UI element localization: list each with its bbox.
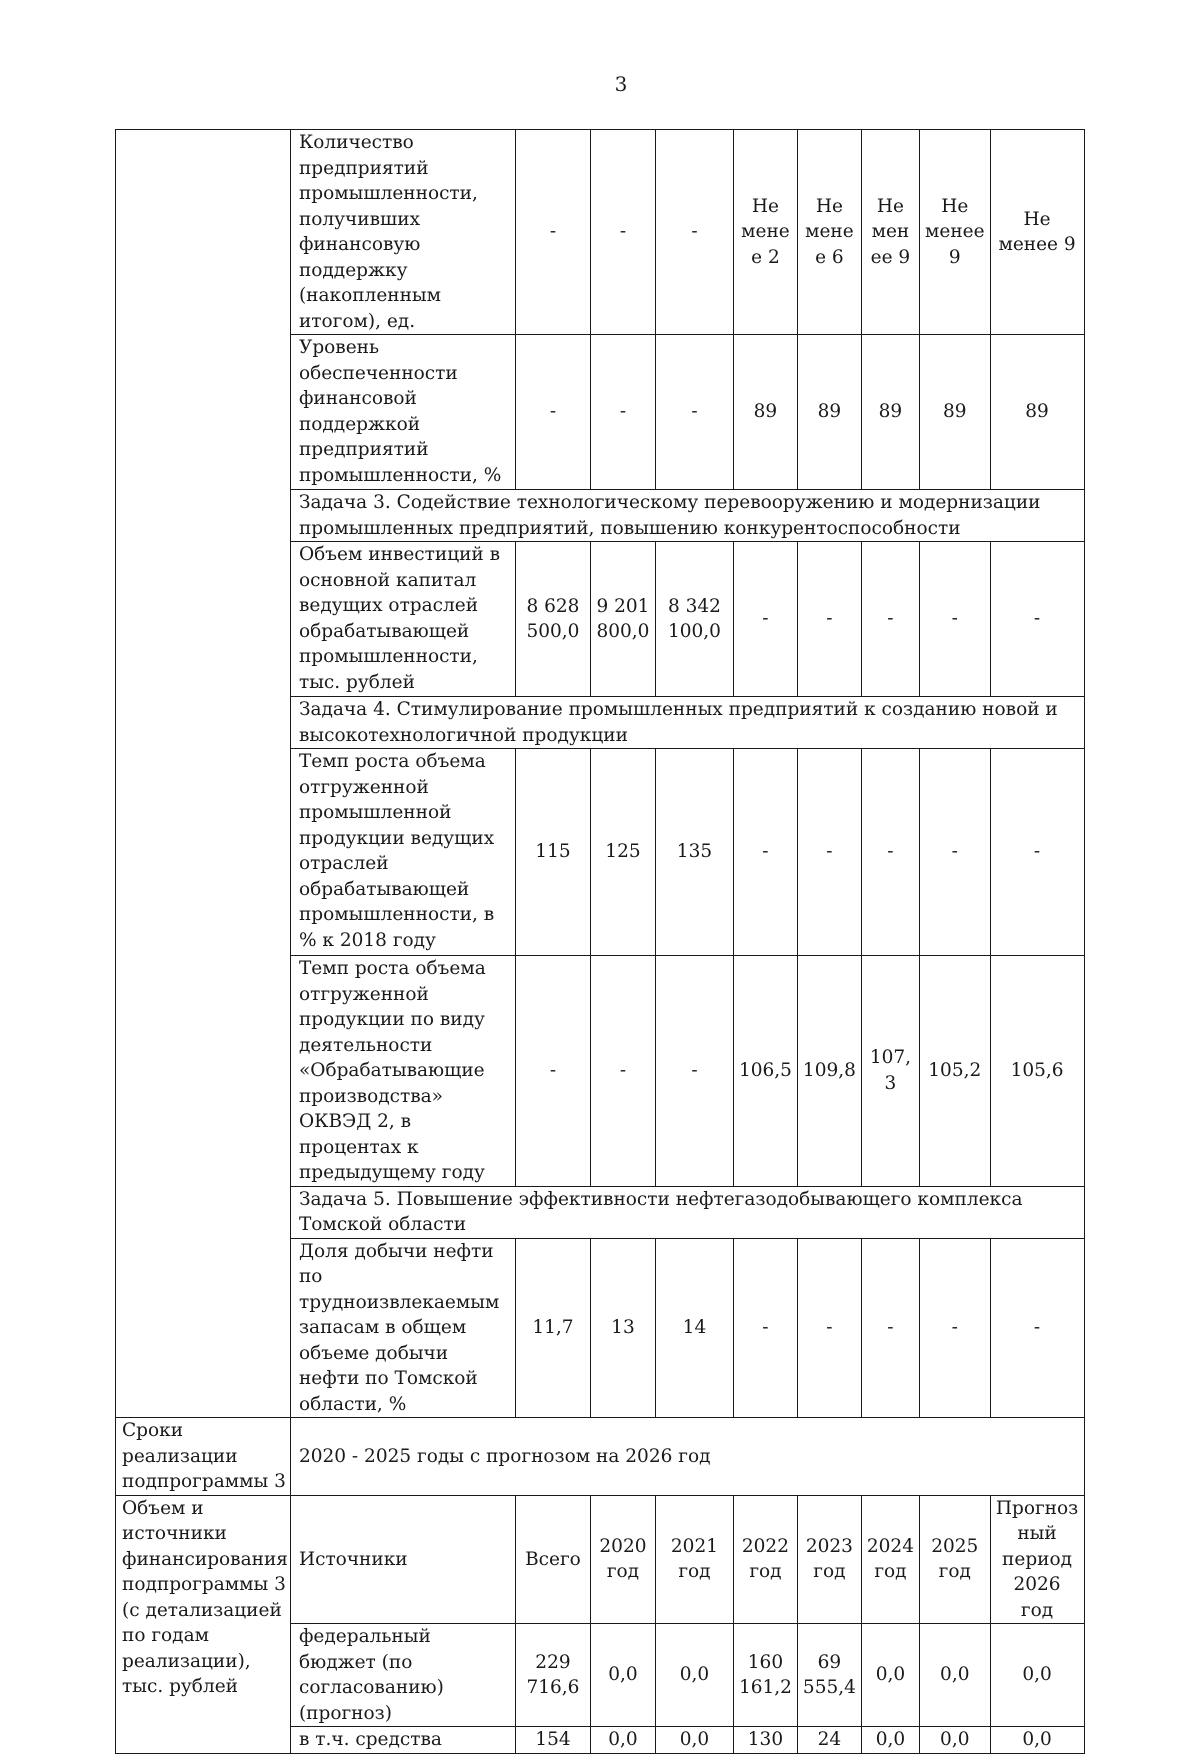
left-column-blank xyxy=(116,130,291,1418)
value-cell: - xyxy=(590,335,655,490)
value-cell: 89 xyxy=(733,335,797,490)
value-cell: - xyxy=(861,542,919,697)
value-cell: 160 161,2 xyxy=(733,1624,797,1727)
value-cell: 0,0 xyxy=(590,1727,655,1754)
value-cell: 135 xyxy=(655,749,733,956)
value-cell: 89 xyxy=(861,335,919,490)
value-cell: - xyxy=(655,130,733,335)
value-cell: - xyxy=(590,130,655,335)
value-cell: Не мен ее 9 xyxy=(861,130,919,335)
value-cell: - xyxy=(919,1238,990,1418)
indicator-label: Темп роста объема отгруженной продукции по виду деятельности «Обрабатывающие производства» ОКВЭД 2, в процентах к предыдущему году xyxy=(290,956,515,1187)
value-cell: Не менее 9 xyxy=(990,130,1084,335)
value-cell: 89 xyxy=(990,335,1084,490)
indicator-label: Доля добычи нефти по трудноизвлекаемым запасам в общем объеме добычи нефти по Томской области, % xyxy=(290,1238,515,1418)
terms-label: Сроки реализации подпрограммы 3 xyxy=(116,1418,291,1496)
financing-header-cell: 2025 год xyxy=(919,1495,990,1624)
terms-row xyxy=(116,1418,1085,1496)
value-cell: 13 xyxy=(590,1238,655,1418)
value-cell: 109,8 xyxy=(797,956,861,1187)
value-cell: 9 201 800,0 xyxy=(590,542,655,697)
value-cell: 0,0 xyxy=(990,1727,1084,1754)
financing-source-label: федеральный бюджет (по согласованию) (прогноз) xyxy=(290,1624,515,1727)
value-cell: - xyxy=(919,542,990,697)
table-row xyxy=(116,130,1085,335)
indicator-label: Количество предприятий промышленности, получивших финансовую поддержку (накопленным итогом), ед. xyxy=(290,130,515,335)
value-cell: - xyxy=(655,335,733,490)
value-cell: - xyxy=(515,956,590,1187)
value-cell: 0,0 xyxy=(590,1624,655,1727)
value-cell: 154 xyxy=(515,1727,590,1754)
value-cell: 69 555,4 xyxy=(797,1624,861,1727)
financing-header-row xyxy=(116,1495,1085,1624)
financing-header-sources: Источники xyxy=(290,1495,515,1624)
value-cell: 89 xyxy=(919,335,990,490)
value-cell: 0,0 xyxy=(655,1624,733,1727)
value-cell: 8 342 100,0 xyxy=(655,542,733,697)
value-cell: 0,0 xyxy=(861,1727,919,1754)
value-cell: - xyxy=(919,749,990,956)
financing-header-cell: 2023 год xyxy=(797,1495,861,1624)
value-cell: - xyxy=(861,1238,919,1418)
value-cell: 0,0 xyxy=(919,1624,990,1727)
indicator-label: Уровень обеспеченности финансовой поддержкой предприятий промышленности, % xyxy=(290,335,515,490)
value-cell: - xyxy=(990,749,1084,956)
value-cell: - xyxy=(990,542,1084,697)
indicator-label: Объем инвестиций в основной капитал ведущих отраслей обрабатывающей промышленности, тыс. рублей xyxy=(290,542,515,697)
financing-source-label: в т.ч. средства xyxy=(290,1727,515,1754)
value-cell: 105,6 xyxy=(990,956,1084,1187)
value-cell: Не менее 9 xyxy=(919,130,990,335)
financing-header-cell: Всего xyxy=(515,1495,590,1624)
value-cell: 0,0 xyxy=(861,1624,919,1727)
subprogram-passport-table xyxy=(115,129,1085,1754)
value-cell: - xyxy=(733,1238,797,1418)
value-cell: - xyxy=(515,130,590,335)
financing-header-cell: 2022 год xyxy=(733,1495,797,1624)
value-cell: Не мене е 6 xyxy=(797,130,861,335)
financing-label: Объем и источники финансирования подпрограммы 3 (с детализацией по годам реализации), тыс. рублей xyxy=(116,1495,291,1754)
value-cell: - xyxy=(733,542,797,697)
page-number: 3 xyxy=(614,72,628,96)
financing-header-cell: 2021 год xyxy=(655,1495,733,1624)
indicator-label: Темп роста объема отгруженной промышленной продукции ведущих отраслей обрабатывающей промышленности, в % к 2018 году xyxy=(290,749,515,956)
value-cell: 11,7 xyxy=(515,1238,590,1418)
value-cell: 130 xyxy=(733,1727,797,1754)
value-cell: - xyxy=(797,542,861,697)
value-cell: 0,0 xyxy=(990,1624,1084,1727)
value-cell: 229 716,6 xyxy=(515,1624,590,1727)
value-cell: - xyxy=(797,1238,861,1418)
value-cell: - xyxy=(655,956,733,1187)
value-cell: 105,2 xyxy=(919,956,990,1187)
value-cell: 24 xyxy=(797,1727,861,1754)
value-cell: 0,0 xyxy=(655,1727,733,1754)
value-cell: 106,5 xyxy=(733,956,797,1187)
financing-header-cell: Прогноз ный период 2026 год xyxy=(990,1495,1084,1624)
value-cell: 14 xyxy=(655,1238,733,1418)
value-cell: 0,0 xyxy=(919,1727,990,1754)
value-cell: - xyxy=(733,749,797,956)
value-cell: 89 xyxy=(797,335,861,490)
value-cell: - xyxy=(861,749,919,956)
task-title: Задача 4. Стимулирование промышленных предприятий к созданию новой и высокотехнологичной продукции xyxy=(290,697,1084,749)
task-title: Задача 5. Повышение эффективности нефтегазодобывающего комплекса Томской области xyxy=(290,1186,1084,1238)
financing-header-cell: 2020 год xyxy=(590,1495,655,1624)
value-cell: 125 xyxy=(590,749,655,956)
value-cell: - xyxy=(590,956,655,1187)
value-cell: 8 628 500,0 xyxy=(515,542,590,697)
terms-value: 2020 - 2025 годы с прогнозом на 2026 год xyxy=(290,1418,1084,1496)
financing-header-cell: 2024 год xyxy=(861,1495,919,1624)
task-title: Задача 3. Содействие технологическому перевооружению и модернизации промышленных предприятий, повышению конкурентоспособности xyxy=(290,490,1084,542)
value-cell: - xyxy=(797,749,861,956)
value-cell: 115 xyxy=(515,749,590,956)
value-cell: 107, 3 xyxy=(861,956,919,1187)
value-cell: Не мене е 2 xyxy=(733,130,797,335)
value-cell: - xyxy=(990,1238,1084,1418)
value-cell: - xyxy=(515,335,590,490)
